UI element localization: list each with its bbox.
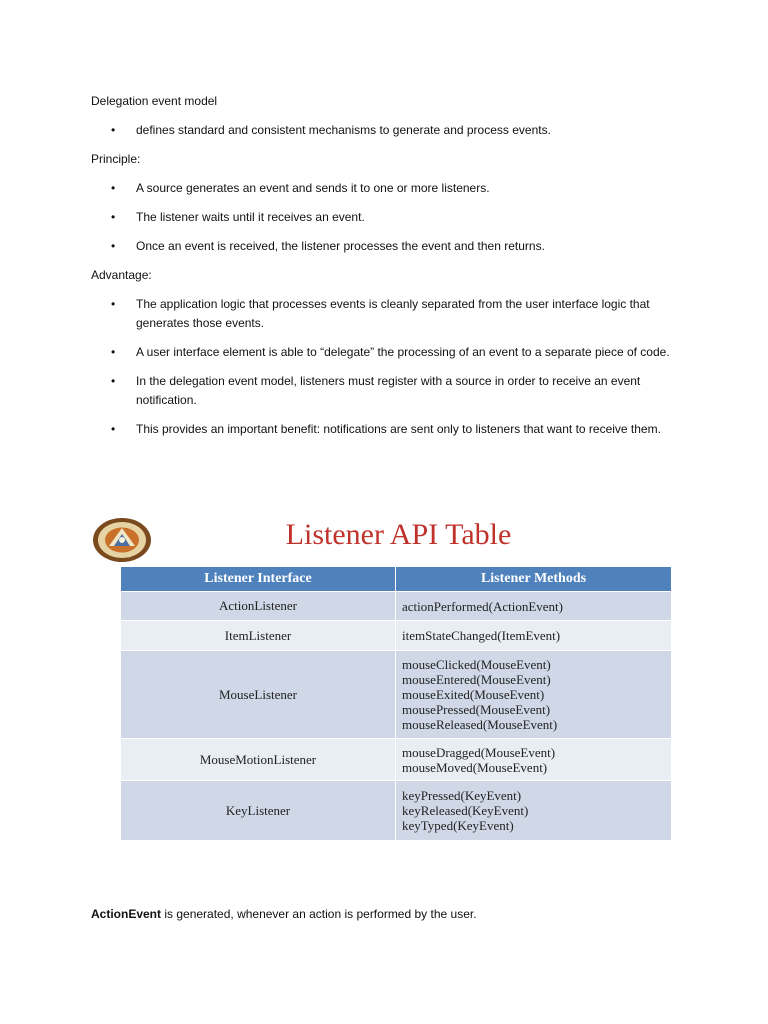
bullet-list-advantage (111, 295, 681, 449)
method-name: mouseEntered(MouseEvent) (402, 672, 551, 687)
list-item-text: Once an event is received, the listener processes the event and then returns. (136, 239, 545, 253)
list-item (111, 208, 681, 227)
method-name: actionPerformed(ActionEvent) (402, 598, 563, 614)
list-item (111, 179, 681, 198)
method-name: mouseReleased(MouseEvent) (402, 717, 558, 732)
interface-cell: KeyListener (121, 781, 396, 841)
list-item-text: This provides an important benefit: notifications are sent only to listeners that want to receive them. (136, 422, 661, 436)
table-row (121, 651, 672, 739)
listener-api-figure (91, 510, 676, 850)
list-item (111, 372, 681, 410)
bullet-dot: • (111, 422, 116, 436)
column-header-methods: Listener Methods (396, 567, 672, 592)
list-item (111, 121, 681, 140)
table-title: Listener API Table (285, 518, 512, 551)
section-heading-delegation: Delegation event model (91, 94, 218, 108)
list-item (111, 295, 681, 333)
footer-sentence (91, 905, 477, 924)
methods-cell (396, 592, 672, 621)
methods-cell (396, 651, 672, 739)
bullet-list-principle (111, 179, 681, 266)
interface-cell: ActionListener (121, 592, 396, 621)
bullet-list-delegation (111, 121, 681, 150)
table-row (121, 739, 672, 781)
bullet-dot: • (111, 239, 116, 253)
table-header-row (121, 567, 672, 592)
method-name: keyReleased(KeyEvent) (402, 803, 529, 818)
interface-cell: MouseMotionListener (121, 739, 396, 781)
section-heading-principle: Principle: (91, 152, 141, 166)
method-name: mouseMoved(MouseEvent) (402, 759, 548, 775)
method-name: mouseClicked(MouseEvent) (402, 657, 551, 672)
method-name: mousePressed(MouseEvent) (402, 702, 551, 717)
list-item-text: The application logic that processes events is cleanly separated from the user interface logic that generates those events. (136, 297, 650, 330)
bullet-dot: • (111, 210, 116, 224)
list-item-text: The listener waits until it receives an event. (136, 210, 365, 224)
method-name: mouseDragged(MouseEvent) (402, 744, 556, 760)
methods-cell (396, 739, 672, 781)
bullet-dot: • (111, 181, 116, 195)
method-name: mouseExited(MouseEvent) (402, 687, 545, 702)
footer-bold-term: ActionEvent (91, 907, 162, 921)
methods-cell (396, 621, 672, 651)
method-name: keyPressed(KeyEvent) (402, 788, 522, 803)
method-name: itemStateChanged(ItemEvent) (402, 628, 561, 643)
interface-cell: MouseListener (121, 651, 396, 739)
list-item-text: A source generates an event and sends it to one or more listeners. (136, 181, 490, 195)
list-item-text: In the delegation event model, listeners must register with a source in order to receive an event notification. (136, 374, 641, 407)
bullet-dot: • (111, 374, 116, 388)
table-row (121, 621, 672, 651)
list-item-text: defines standard and consistent mechanisms to generate and process events. (136, 123, 551, 137)
listener-api-table (120, 566, 672, 841)
interface-cell: ItemListener (121, 621, 396, 651)
list-item (111, 237, 681, 256)
section-heading-advantage: Advantage: (91, 268, 152, 282)
list-item (111, 420, 681, 439)
table-row (121, 781, 672, 841)
bullet-dot: • (111, 123, 116, 137)
method-name: keyTyped(KeyEvent) (402, 818, 514, 833)
bullet-dot: • (111, 345, 116, 359)
methods-cell (396, 781, 672, 841)
column-header-interface: Listener Interface (121, 567, 396, 592)
bullet-dot: • (111, 297, 116, 311)
footer-text: is generated, whenever an action is performed by the user. (161, 907, 477, 921)
list-item-text: A user interface element is able to “delegate” the processing of an event to a separate piece of code. (136, 345, 670, 359)
list-item (111, 343, 681, 362)
table-row (121, 592, 672, 621)
